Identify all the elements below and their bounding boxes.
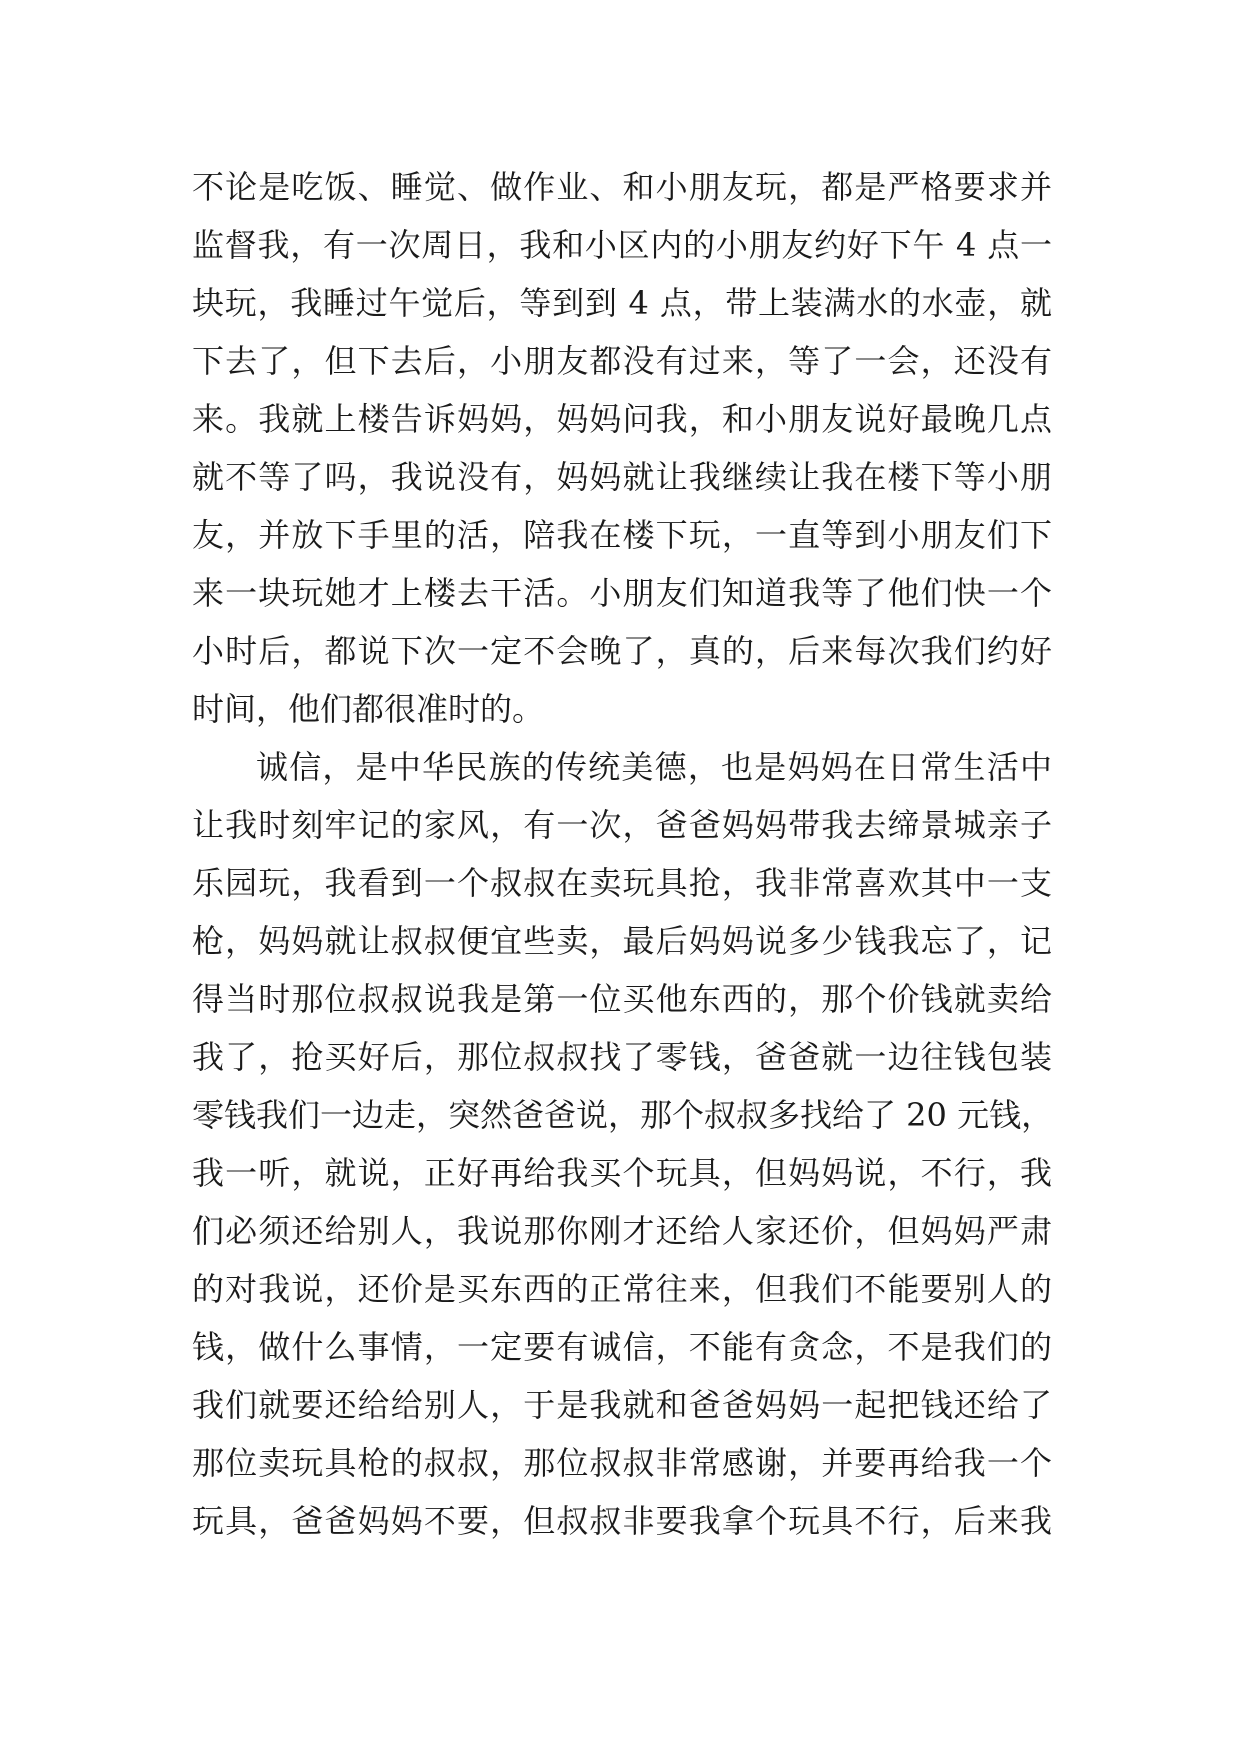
text-line: 小时后，都说下次一定不会晚了，真的，后来每次我们约好 xyxy=(192,632,1052,670)
text-line: 监督我，有一次周日，我和小区内的小朋友约好下午 4 点一 xyxy=(192,226,1052,264)
text-line: 友，并放下手里的活，陪我在楼下玩，一直等到小朋友们下 xyxy=(192,516,1052,554)
text-line: 零钱我们一边走，突然爸爸说，那个叔叔多找给了 20 元钱， xyxy=(192,1096,1054,1134)
text-line: 时间，他们都很准时的。 xyxy=(192,690,545,728)
paragraph-2 xyxy=(192,738,1052,1550)
text-line: 我了，抢买好后，那位叔叔找了零钱，爸爸就一边往钱包装 xyxy=(192,1038,1052,1076)
text-line: 乐园玩，我看到一个叔叔在卖玩具抢，我非常喜欢其中一支 xyxy=(192,864,1052,902)
text-line: 让我时刻牢记的家风，有一次，爸爸妈妈带我去缔景城亲子 xyxy=(192,806,1052,844)
text-line: 玩具，爸爸妈妈不要，但叔叔非要我拿个玩具不行，后来我 xyxy=(192,1502,1052,1540)
text-line: 枪，妈妈就让叔叔便宜些卖，最后妈妈说多少钱我忘了，记 xyxy=(192,922,1052,960)
text-line: 来一块玩她才上楼去干活。小朋友们知道我等了他们快一个 xyxy=(192,574,1052,612)
text-line: 就不等了吗，我说没有，妈妈就让我继续让我在楼下等小朋 xyxy=(192,458,1052,496)
text-line: 块玩，我睡过午觉后，等到到 4 点，带上装满水的水壶，就 xyxy=(192,284,1052,322)
text-line: 们必须还给别人，我说那你刚才还给人家还价，但妈妈严肃 xyxy=(192,1212,1052,1250)
text-line: 我们就要还给给别人，于是我就和爸爸妈妈一起把钱还给了 xyxy=(192,1386,1052,1424)
text-line: 下去了，但下去后，小朋友都没有过来，等了一会，还没有 xyxy=(192,342,1052,380)
text-line: 我一听，就说，正好再给我买个玩具，但妈妈说，不行，我 xyxy=(192,1154,1052,1192)
text-line: 诚信，是中华民族的传统美德，也是妈妈在日常生活中 xyxy=(256,748,1052,786)
text-line: 得当时那位叔叔说我是第一位买他东西的，那个价钱就卖给 xyxy=(192,980,1052,1018)
body-text xyxy=(192,158,1052,1550)
text-line: 那位卖玩具枪的叔叔，那位叔叔非常感谢，并要再给我一个 xyxy=(192,1444,1052,1482)
text-line: 不论是吃饭、睡觉、做作业、和小朋友玩，都是严格要求并 xyxy=(192,168,1052,206)
text-line: 来。我就上楼告诉妈妈，妈妈问我，和小朋友说好最晚几点 xyxy=(192,400,1052,438)
text-line: 的对我说，还价是买东西的正常往来，但我们不能要别人的 xyxy=(192,1270,1052,1308)
text-line: 钱，做什么事情，一定要有诚信，不能有贪念，不是我们的 xyxy=(192,1328,1052,1366)
paragraph-1 xyxy=(192,158,1052,738)
